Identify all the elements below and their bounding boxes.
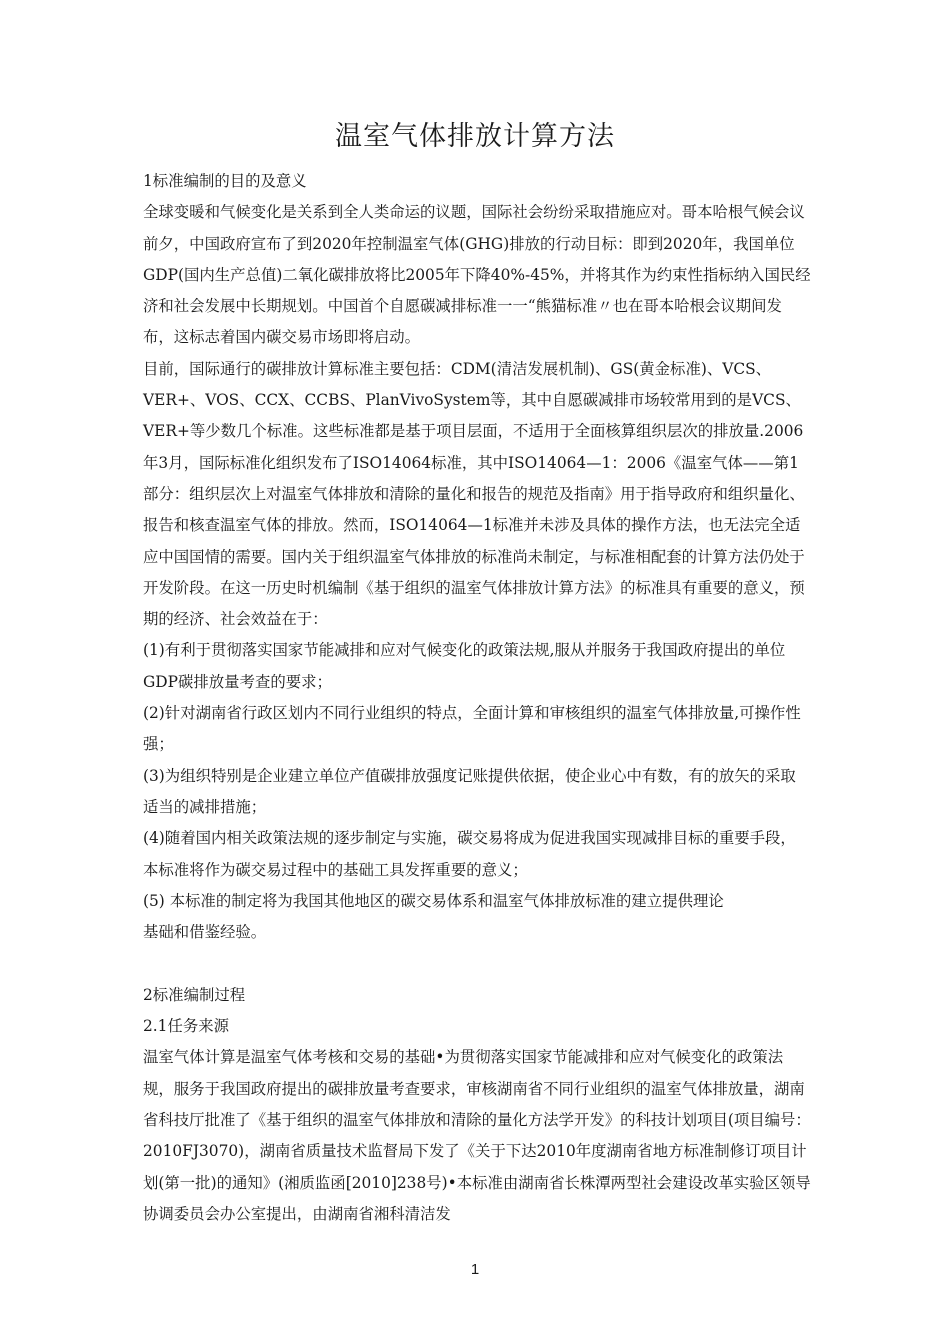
list-item-3: (3)为组织特别是企业建立单位产值碳排放强度记账提供依据，使企业心中有数，有的放矢的采取适当的减排措施； (143, 766, 796, 816)
list-item-5-line-2: 基础和借鉴经验。 (143, 923, 267, 942)
page-number: 1 (470, 1261, 480, 1278)
list-item-5-line-1: (5) 本标准的制定将为我国其他地区的碳交易体系和温室气体排放标准的建立提供理论 (143, 891, 724, 910)
section-1-paragraph-1: 全球变暖和气候变化是关系到全人类命运的议题，国际社会纷纷采取措施应对。哥本哈根气候会议前夕，中国政府宣布了到2020年控制温室气体(GHG)排放的行动目标：即到2020年，我国单位GDP(国内生产总值)二氧化碳排放将比2005年下降40%-45%，并将其作为约束性指标纳入国民经济和社会发展中长期规划。中国首个自愿碳减排标准一一“熊猫标准〃也在哥本哈根会议期间发布，这标志着国内碳交易市场即将启动。 (143, 203, 811, 347)
paragraph-gap (143, 948, 811, 979)
section-2-paragraph-1: 温室气体计算是温室气体考核和交易的基础•为贯彻落实国家节能减排和应对气候变化的政策法规，服务于我国政府提出的碳排放量考查要求，审核湖南省不同行业组织的温室气体排放量，湖南省科技厅批准了《基于组织的温室气体排放和清除的量化方法学开发》的科技计划项目(项目编号：2010FJ3070)，湖南省质量技术监督局下发了《关于下达2010年度湖南省地方标准制修订项目计划(第一批)的通知》(湘质监函[2010]238号)•本标准由湖南省长株潭两型社会建设改革实验区领导协调委员会办公室提出，由湖南省湘科清洁发 (143, 1048, 811, 1223)
section-2-heading: 2标准编制过程 (143, 985, 246, 1004)
list-item-4: (4)随着国内相关政策法规的逐步制定与实施，碳交易将成为促进我国实现减排目标的重要手段，本标准将作为碳交易过程中的基础工具发挥重要的意义； (143, 829, 796, 879)
document-body (143, 166, 811, 1230)
list-item-1: (1)有利于贯彻落实国家节能减排和应对气候变化的政策法规,服从并服务于我国政府提出的单位GDP碳排放量考查的要求； (143, 641, 786, 691)
section-1-paragraph-2: 目前，国际通行的碳排放计算标准主要包括：CDM(清洁发展机制)、GS(黄金标准)、VCS、VER+、VOS、CCX、CCBS、PlanVivoSystem等，其中自愿碳减排市场较常用到的是VCS、VER+等少数几个标准。这些标准都是基于项目层面，不适用于全面核算组织层次的排放量.2006年3月，国际标准化组织发布了ISO14064标准，其中ISO14064—1：2006《温室气体——第1部分：组织层次上对温室气体排放和清除的量化和报告的规范及指南》用于指导政府和组织量化、报告和核查温室气体的排放。然而，ISO14064—1标准并未涉及具体的操作方法，也无法完全适应中国国情的需要。国内关于组织温室气体排放的标准尚未制定，与标准相配套的计算方法仍处于开发阶段。在这一历史时机编制《基于组织的温室气体排放计算方法》的标准具有重要的意义，预期的经济、社会效益在于： (143, 359, 805, 629)
section-1-heading: 1标准编制的目的及意义 (143, 172, 307, 190)
list-item-2: (2)针对湖南省行政区划内不同行业组织的特点，全面计算和审核组织的温室气体排放量,可操作性强； (143, 704, 801, 754)
section-2-1-heading: 2.1任务来源 (143, 1017, 230, 1036)
document-title: 温室气体排放计算方法 (335, 121, 615, 152)
